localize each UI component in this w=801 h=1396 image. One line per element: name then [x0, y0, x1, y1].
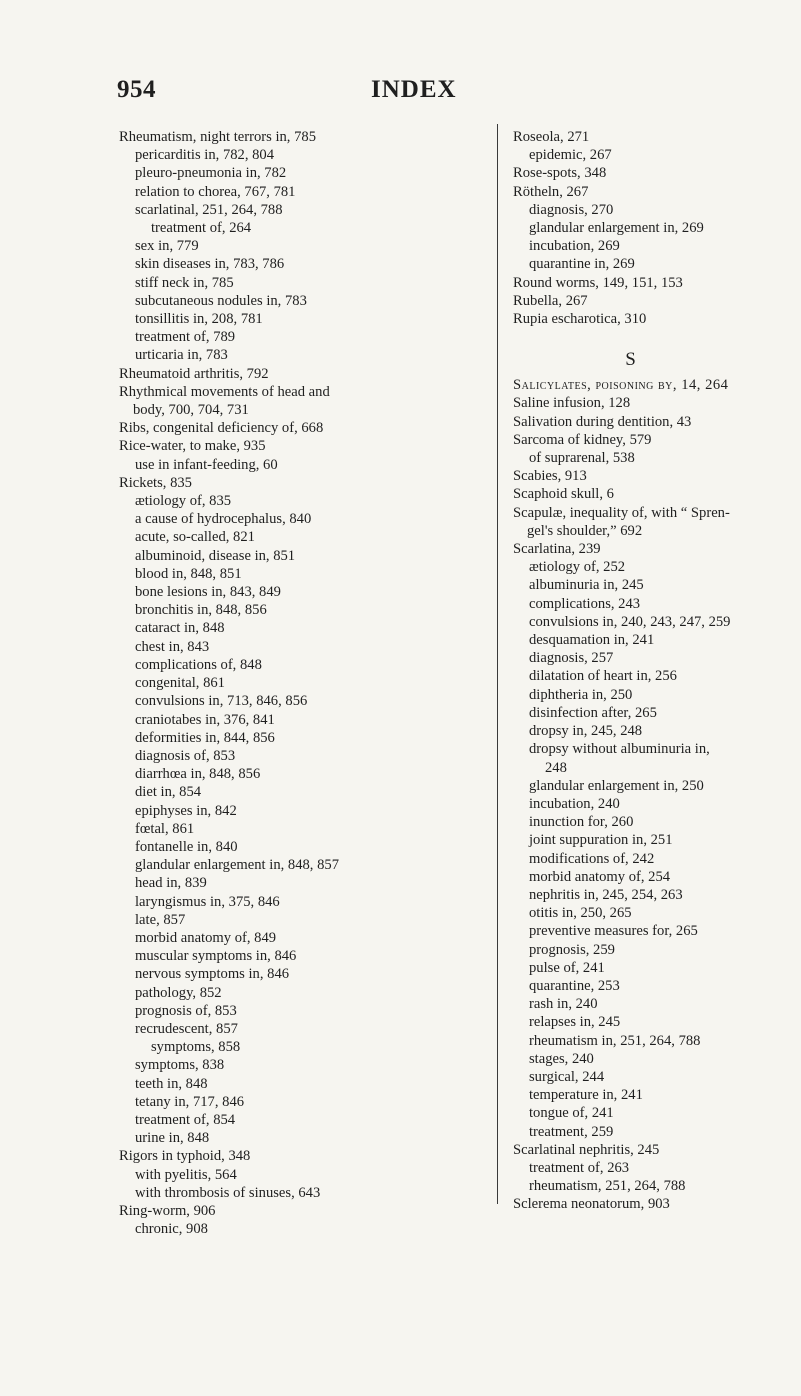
index-subentry: pulse of, 241: [529, 959, 605, 976]
index-subentry: epidemic, 267: [529, 147, 612, 164]
index-entry: Rötheln, 267: [513, 183, 589, 200]
index-subentry: pleuro-pneumonia in, 782: [135, 165, 287, 182]
index-subentry: skin diseases in, 783, 786: [135, 256, 285, 273]
index-subentry: chronic, 908: [135, 1221, 208, 1238]
index-subentry: tetany in, 717, 846: [135, 1093, 245, 1110]
index-entry: Rhythmical movements of head and: [119, 383, 330, 400]
index-subentry: glandular enlargement in, 848, 857: [135, 857, 339, 874]
index-subentry: nervous symptoms in, 846: [135, 966, 290, 983]
index-subentry: of suprarenal, 538: [529, 450, 635, 467]
index-subentry: recrudescent, 857: [135, 1020, 238, 1037]
index-column-right: [513, 128, 748, 1214]
index-subentry: ætiology of, 835: [135, 493, 232, 510]
index-subentry: muscular symptoms in, 846: [135, 948, 297, 965]
index-entry: Ring-worm, 906: [119, 1202, 216, 1219]
index-subentry: temperature in, 241: [529, 1087, 643, 1104]
index-column-left: [119, 128, 479, 1238]
index-subentry: diphtheria in, 250: [529, 686, 633, 703]
index-subentry: congenital, 861: [135, 675, 225, 692]
index-subentry: use in infant-feeding, 60: [135, 456, 278, 473]
index-subentry: teeth in, 848: [135, 1075, 208, 1092]
index-subentry: relapses in, 245: [529, 1014, 621, 1031]
index-subentry: bone lesions in, 843, 849: [135, 584, 281, 601]
index-subentry: disinfection after, 265: [529, 704, 657, 721]
index-subentry: fontanelle in, 840: [135, 838, 238, 855]
index-subentry: with pyelitis, 564: [135, 1166, 237, 1183]
index-subentry: fœtal, 861: [135, 820, 195, 837]
index-subentry: complications, 243: [529, 595, 641, 612]
index-subentry: blood in, 848, 851: [135, 565, 242, 582]
index-subentry: treatment, 259: [529, 1123, 614, 1140]
page-header: [117, 76, 737, 106]
index-entry: Roseola, 271: [513, 129, 590, 145]
index-subentry: desquamation in, 241: [529, 632, 655, 649]
index-subentry: tongue of, 241: [529, 1105, 614, 1122]
index-subentry: incubation, 240: [529, 795, 620, 812]
index-subentry: urticaria in, 783: [135, 347, 228, 364]
index-entry: Sarcoma of kidney, 579: [513, 431, 652, 448]
index-subentry: pathology, 852: [135, 984, 222, 1001]
index-entry: Rubella, 267: [513, 292, 588, 309]
index-subentry: morbid anatomy of, 849: [135, 929, 277, 946]
section-letter-heading: S: [625, 349, 636, 371]
index-subentry: quarantine, 253: [529, 977, 620, 994]
index-subentry: diagnosis of, 853: [135, 747, 236, 764]
index-subentry: complications of, 848: [135, 656, 262, 673]
index-entry-continuation: body, 700, 704, 731: [133, 402, 249, 419]
index-subentry: ætiology of, 252: [529, 559, 626, 576]
page-number: 954: [117, 76, 156, 103]
index-entry: Saline infusion, 128: [513, 395, 631, 412]
index-subentry: morbid anatomy of, 254: [529, 868, 671, 885]
index-subentry: tonsillitis in, 208, 781: [135, 311, 263, 328]
index-subentry: diagnosis, 270: [529, 201, 614, 218]
index-subentry: albuminoid, disease in, 851: [135, 547, 296, 564]
index-subentry: laryngismus in, 375, 846: [135, 893, 280, 910]
index-entry: Round worms, 149, 151, 153: [513, 274, 683, 291]
index-subentry: pericarditis in, 782, 804: [135, 147, 275, 164]
index-subentry: acute, so-called, 821: [135, 529, 255, 546]
index-entry: Rupia escharotica, 310: [513, 311, 647, 328]
index-entry: Rice-water, to make, 935: [119, 438, 266, 455]
index-subsubentry: symptoms, 858: [151, 1039, 241, 1056]
index-subentry: quarantine in, 269: [529, 256, 635, 273]
index-entry: Scaphoid skull, 6: [513, 486, 614, 503]
index-subentry: treatment of, 854: [135, 1111, 236, 1128]
index-subentry: deformities in, 844, 856: [135, 729, 275, 746]
index-subentry: incubation, 269: [529, 238, 620, 255]
index-subentry: prognosis, 259: [529, 941, 615, 958]
index-subentry: prognosis of, 853: [135, 1002, 237, 1019]
index-subentry: nephritis in, 245, 254, 263: [529, 886, 683, 903]
index-subentry: relation to chorea, 767, 781: [135, 183, 296, 200]
index-subentry: a cause of hydrocephalus, 840: [135, 511, 312, 528]
index-subentry: sex in, 779: [135, 238, 199, 255]
index-subentry: stages, 240: [529, 1050, 594, 1067]
index-subentry: preventive measures for, 265: [529, 923, 698, 940]
index-subentry: albuminuria in, 245: [529, 577, 644, 594]
index-subentry: diagnosis, 257: [529, 650, 614, 667]
index-subentry: dilatation of heart in, 256: [529, 668, 677, 685]
index-subentry: symptoms, 838: [135, 1057, 225, 1074]
index-subentry: convulsions in, 240, 243, 247, 259: [529, 613, 731, 630]
index-subentry: convulsions in, 713, 846, 856: [135, 693, 308, 710]
index-subentry: glandular enlargement in, 269: [529, 220, 704, 237]
index-subentry: treatment of, 263: [529, 1159, 630, 1176]
index-subentry: craniotabes in, 376, 841: [135, 711, 275, 728]
index-entry: Rheumatism, night terrors in, 785: [119, 129, 316, 145]
index-subentry: otitis in, 250, 265: [529, 905, 632, 922]
index-subentry: chest in, 843: [135, 638, 210, 655]
index-subentry: rheumatism in, 251, 264, 788: [529, 1032, 701, 1049]
index-subentry: diarrhœa in, 848, 856: [135, 766, 261, 783]
index-subentry: rash in, 240: [529, 996, 598, 1013]
index-subentry: joint suppuration in, 251: [529, 832, 673, 849]
index-entry: Rickets, 835: [119, 474, 192, 491]
index-subentry: late, 857: [135, 911, 186, 928]
index-subsubentry: 248: [545, 759, 567, 776]
index-subsubentry: treatment of, 264: [151, 220, 252, 237]
index-subentry: treatment of, 789: [135, 329, 236, 346]
index-entry: Scabies, 913: [513, 468, 587, 485]
index-entry-continuation: gel's shoulder,” 692: [527, 522, 643, 539]
index-subentry: urine in, 848: [135, 1130, 210, 1147]
index-subentry: surgical, 244: [529, 1068, 605, 1085]
index-subentry: inunction for, 260: [529, 814, 634, 831]
index-entry: Rose-spots, 348: [513, 165, 607, 182]
index-subentry: dropsy without albuminuria in,: [529, 741, 710, 758]
index-subentry: diet in, 854: [135, 784, 202, 801]
page-title: INDEX: [371, 76, 457, 103]
index-subentry: scarlatinal, 251, 264, 788: [135, 201, 283, 218]
index-entry: Rheumatoid arthritis, 792: [119, 365, 269, 382]
index-entry: Sclerema neonatorum, 903: [513, 1196, 670, 1213]
index-entry: Scapulæ, inequality of, with “ Spren-: [513, 504, 730, 521]
index-entry: Ribs, congenital deficiency of, 668: [119, 420, 324, 437]
index-entry: Rigors in typhoid, 348: [119, 1148, 251, 1165]
index-subentry: cataract in, 848: [135, 620, 225, 637]
index-subentry: dropsy in, 245, 248: [529, 723, 643, 740]
index-subentry: head in, 839: [135, 875, 207, 892]
index-entry: Salicylates, poisoning by, 14, 264: [513, 377, 729, 394]
index-subentry: epiphyses in, 842: [135, 802, 237, 819]
column-divider: [497, 124, 498, 1204]
index-subentry: with thrombosis of sinuses, 643: [135, 1184, 321, 1201]
index-entry: Scarlatinal nephritis, 245: [513, 1141, 660, 1158]
index-entry: Scarlatina, 239: [513, 541, 601, 558]
index-subentry: bronchitis in, 848, 856: [135, 602, 267, 619]
index-subentry: glandular enlargement in, 250: [529, 777, 704, 794]
index-subentry: rheumatism, 251, 264, 788: [529, 1178, 686, 1195]
index-subentry: subcutaneous nodules in, 783: [135, 292, 307, 309]
index-entry: Salivation during dentition, 43: [513, 413, 692, 430]
index-subentry: modifications of, 242: [529, 850, 655, 867]
index-subentry: stiff neck in, 785: [135, 274, 234, 291]
